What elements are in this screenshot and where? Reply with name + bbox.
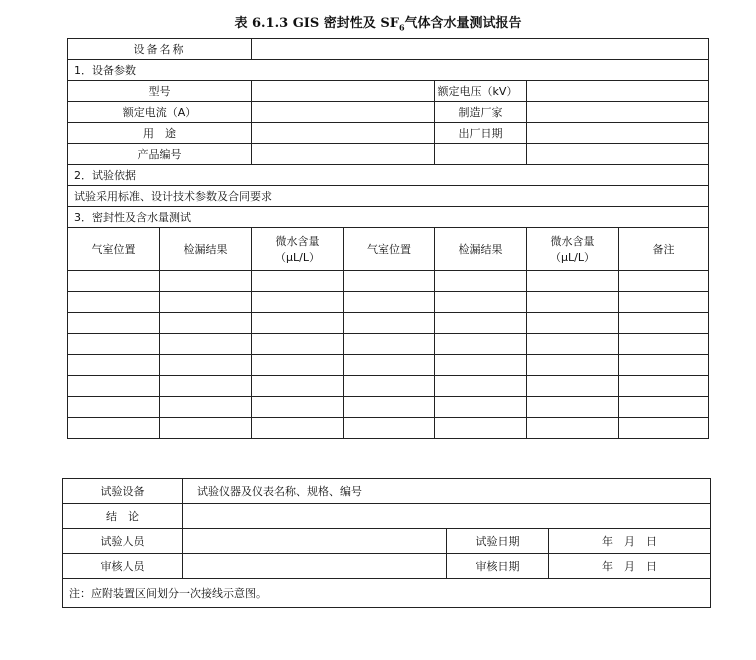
test-cell[interactable] bbox=[160, 376, 252, 397]
test-cell[interactable] bbox=[252, 292, 344, 313]
test-date-value[interactable]: 年 月 日 bbox=[549, 529, 711, 554]
section-1-heading: 1．设备参数 bbox=[68, 60, 709, 81]
moisture-header: 微水含量 （μL/L） bbox=[252, 228, 344, 271]
usage-value[interactable] bbox=[252, 123, 435, 144]
test-cell[interactable] bbox=[344, 376, 435, 397]
test-cell[interactable] bbox=[68, 313, 160, 334]
chamber-header-2: 气室位置 bbox=[344, 228, 435, 271]
test-cell[interactable] bbox=[527, 397, 619, 418]
test-cell[interactable] bbox=[252, 418, 344, 439]
test-cell[interactable] bbox=[160, 418, 252, 439]
test-cell[interactable] bbox=[435, 376, 527, 397]
test-cell[interactable] bbox=[160, 397, 252, 418]
test-header-row bbox=[68, 228, 709, 271]
test-cell[interactable] bbox=[527, 355, 619, 376]
conclusion-label: 结 论 bbox=[63, 504, 183, 529]
chamber-header: 气室位置 bbox=[68, 228, 160, 271]
section-2-heading: 2．试验依据 bbox=[68, 165, 709, 186]
test-row bbox=[68, 376, 709, 397]
test-row bbox=[68, 271, 709, 292]
test-cell[interactable] bbox=[252, 334, 344, 355]
test-cell[interactable] bbox=[527, 376, 619, 397]
test-cell[interactable] bbox=[435, 313, 527, 334]
test-row bbox=[68, 313, 709, 334]
test-cell[interactable] bbox=[344, 334, 435, 355]
model-value[interactable] bbox=[252, 81, 435, 102]
serial-spacer-right bbox=[527, 144, 709, 165]
rated-current-value[interactable] bbox=[252, 102, 435, 123]
factory-date-value[interactable] bbox=[527, 123, 709, 144]
test-cell[interactable] bbox=[68, 418, 160, 439]
factory-date-label: 出厂日期 bbox=[435, 123, 527, 144]
rated-voltage-label: 额定电压（kV） bbox=[435, 81, 527, 102]
test-cell[interactable] bbox=[435, 397, 527, 418]
test-row bbox=[68, 418, 709, 439]
manufacturer-label: 制造厂家 bbox=[435, 102, 527, 123]
parameter-table bbox=[67, 38, 709, 439]
tester-label: 试验人员 bbox=[63, 529, 183, 554]
test-cell[interactable] bbox=[68, 355, 160, 376]
test-cell[interactable] bbox=[527, 271, 619, 292]
test-cell[interactable] bbox=[160, 271, 252, 292]
rated-voltage-value[interactable] bbox=[527, 81, 709, 102]
test-cell[interactable] bbox=[68, 292, 160, 313]
test-cell[interactable] bbox=[435, 418, 527, 439]
test-row bbox=[68, 292, 709, 313]
review-date-value[interactable]: 年 月 日 bbox=[549, 554, 711, 579]
test-cell[interactable] bbox=[619, 355, 709, 376]
usage-label: 用 途 bbox=[68, 123, 252, 144]
test-cell[interactable] bbox=[435, 292, 527, 313]
test-cell[interactable] bbox=[68, 397, 160, 418]
reviewer-value[interactable] bbox=[183, 554, 447, 579]
equipment-label: 试验设备 bbox=[63, 479, 183, 504]
test-cell[interactable] bbox=[435, 334, 527, 355]
test-cell[interactable] bbox=[619, 376, 709, 397]
serial-spacer bbox=[435, 144, 527, 165]
rated-current-label: 额定电流（A） bbox=[68, 102, 252, 123]
test-row bbox=[68, 397, 709, 418]
model-label: 型号 bbox=[68, 81, 252, 102]
test-cell[interactable] bbox=[527, 334, 619, 355]
test-cell[interactable] bbox=[252, 397, 344, 418]
test-cell[interactable] bbox=[160, 292, 252, 313]
test-cell[interactable] bbox=[619, 292, 709, 313]
leak-header: 检漏结果 bbox=[160, 228, 252, 271]
test-cell[interactable] bbox=[160, 355, 252, 376]
test-cell[interactable] bbox=[252, 355, 344, 376]
test-cell[interactable] bbox=[527, 418, 619, 439]
test-cell[interactable] bbox=[527, 313, 619, 334]
equipment-text: 试验仪器及仪表名称、规格、编号 bbox=[183, 479, 711, 504]
review-date-label: 审核日期 bbox=[447, 554, 549, 579]
test-cell[interactable] bbox=[160, 334, 252, 355]
test-cell[interactable] bbox=[68, 376, 160, 397]
test-cell[interactable] bbox=[252, 271, 344, 292]
test-cell[interactable] bbox=[435, 355, 527, 376]
test-cell[interactable] bbox=[619, 271, 709, 292]
tester-value[interactable] bbox=[183, 529, 447, 554]
conclusion-value[interactable] bbox=[183, 504, 711, 529]
test-date-label: 试验日期 bbox=[447, 529, 549, 554]
test-cell[interactable] bbox=[619, 418, 709, 439]
test-cell[interactable] bbox=[252, 376, 344, 397]
reviewer-label: 审核人员 bbox=[63, 554, 183, 579]
manufacturer-value[interactable] bbox=[527, 102, 709, 123]
remark-header: 备注 bbox=[619, 228, 709, 271]
signoff-table bbox=[62, 478, 711, 608]
leak-header-2: 检漏结果 bbox=[435, 228, 527, 271]
device-name-label: 设备名称 bbox=[68, 39, 252, 60]
test-cell[interactable] bbox=[344, 271, 435, 292]
test-cell[interactable] bbox=[619, 313, 709, 334]
test-rows bbox=[68, 271, 709, 439]
test-cell[interactable] bbox=[619, 334, 709, 355]
basis-text: 试验采用标准、设计技术参数及合同要求 bbox=[68, 186, 709, 207]
moisture-header-2: 微水含量 （μL/L） bbox=[527, 228, 619, 271]
test-row bbox=[68, 355, 709, 376]
test-cell[interactable] bbox=[68, 271, 160, 292]
device-name-value[interactable] bbox=[252, 39, 709, 60]
test-cell[interactable] bbox=[160, 313, 252, 334]
test-cell[interactable] bbox=[344, 418, 435, 439]
test-cell[interactable] bbox=[252, 313, 344, 334]
serial-value[interactable] bbox=[252, 144, 435, 165]
test-row bbox=[68, 334, 709, 355]
test-cell[interactable] bbox=[435, 271, 527, 292]
test-cell[interactable] bbox=[344, 292, 435, 313]
test-cell[interactable] bbox=[619, 397, 709, 418]
report-title: 表 6.1.3 GIS 密封性及 $SF_6$气体含水量测试报告 bbox=[234, 16, 522, 33]
serial-label: 产品编号 bbox=[68, 144, 252, 165]
section-3-heading: 3．密封性及含水量测试 bbox=[68, 207, 709, 228]
test-cell[interactable] bbox=[344, 397, 435, 418]
test-cell[interactable] bbox=[68, 334, 160, 355]
test-cell[interactable] bbox=[527, 292, 619, 313]
test-cell[interactable] bbox=[344, 355, 435, 376]
test-cell[interactable] bbox=[344, 313, 435, 334]
footnote: 注：应附装置区间划分一次接线示意图。 bbox=[63, 579, 711, 608]
